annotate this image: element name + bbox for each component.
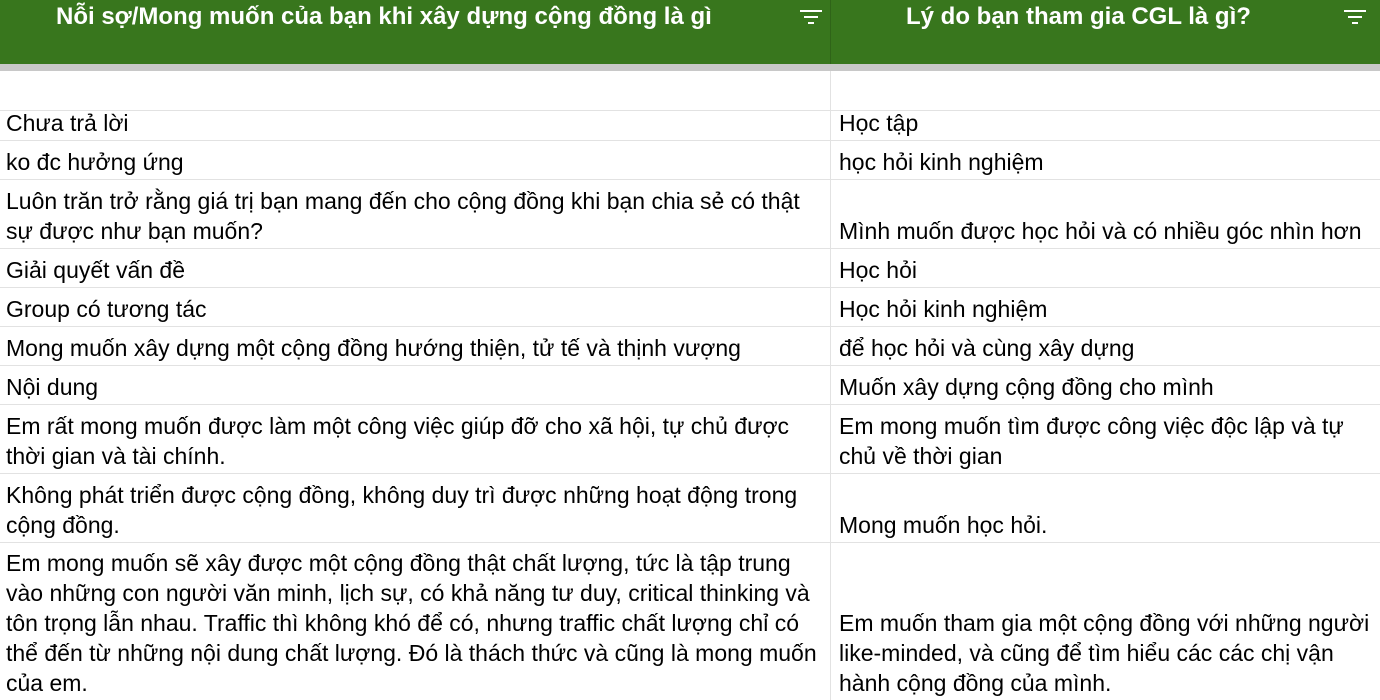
table-row bbox=[0, 288, 1380, 327]
table-row bbox=[0, 111, 1380, 141]
table-cell[interactable] bbox=[831, 180, 1380, 248]
cell-text: Em mong muốn sẽ xây được một cộng đồng thật chất lượng, tức là tập trung vào những con người văn minh, lịch sự, có khả năng tư duy, critical thinking và tôn trọng lẫn nhau. Traffic thì không khó để có, nhưng traffic chất lượng chỉ có thể đến từ những nội dung chất lượng. Đó là thách thức và cũng là mong muốn của em. bbox=[6, 550, 817, 696]
cell-text: Em rất mong muốn được làm một công việc giúp đỡ cho xã hội, tự chủ được thời gian và tài chính. bbox=[6, 413, 790, 469]
cell-text: Không phát triển được cộng đồng, không duy trì được những hoạt động trong cộng đồng. bbox=[6, 482, 798, 538]
cell-text: Group có tương tác bbox=[6, 296, 207, 322]
filter-icon[interactable] bbox=[800, 10, 822, 24]
cell-text: Học tập bbox=[839, 111, 919, 136]
table-row bbox=[0, 366, 1380, 405]
filter-icon[interactable] bbox=[1344, 10, 1366, 24]
table-cell[interactable] bbox=[0, 288, 831, 326]
table-row bbox=[0, 405, 1380, 474]
table-cell[interactable] bbox=[831, 327, 1380, 365]
table-cell[interactable] bbox=[0, 543, 831, 700]
table-cell[interactable] bbox=[831, 366, 1380, 404]
cell-text: Muốn xây dựng cộng đồng cho mình bbox=[839, 374, 1214, 400]
table-row bbox=[0, 249, 1380, 288]
cell-text: học hỏi kinh nghiệm bbox=[839, 149, 1044, 175]
cell-text: Em mong muốn tìm được công việc độc lập và tự chủ về thời gian bbox=[839, 413, 1344, 469]
table-row bbox=[0, 71, 1380, 111]
cell-text: Mong muốn xây dựng một cộng đồng hướng thiện, tử tế và thịnh vượng bbox=[6, 335, 741, 361]
cell-text: để học hỏi và cùng xây dựng bbox=[839, 335, 1135, 361]
table-cell[interactable] bbox=[0, 249, 831, 287]
table-cell[interactable] bbox=[831, 141, 1380, 179]
cell-text: Học hỏi bbox=[839, 257, 917, 283]
cell-text: Mong muốn học hỏi. bbox=[839, 512, 1048, 538]
table-cell[interactable] bbox=[0, 111, 831, 140]
cell-text: ko đc hưởng ứng bbox=[6, 149, 184, 175]
table-cell[interactable] bbox=[831, 249, 1380, 287]
table-row bbox=[0, 141, 1380, 180]
table-cell[interactable] bbox=[831, 543, 1380, 700]
cell-text: Chưa trả lời bbox=[6, 111, 129, 136]
table-cell[interactable] bbox=[831, 111, 1380, 140]
cell-text: Học hỏi kinh nghiệm bbox=[839, 296, 1048, 322]
cell-text: Luôn trăn trở rằng giá trị bạn mang đến cho cộng đồng khi bạn chia sẻ có thật sự được như bạn muốn? bbox=[6, 188, 800, 244]
cell-text: Em muốn tham gia một cộng đồng với những người like-minded, và cũng để tìm hiểu các các chị vận hành cộng đồng của mình. bbox=[839, 610, 1370, 696]
table-row bbox=[0, 327, 1380, 366]
cell-text: Mình muốn được học hỏi và có nhiều góc nhìn hơn bbox=[839, 218, 1362, 244]
cell-text: Giải quyết vấn đề bbox=[6, 257, 186, 283]
table-cell[interactable] bbox=[0, 405, 831, 473]
table-row bbox=[0, 543, 1380, 700]
table-cell[interactable] bbox=[831, 474, 1380, 542]
header-cell-fears[interactable] bbox=[0, 0, 831, 64]
table-cell[interactable] bbox=[831, 405, 1380, 473]
header-label: Nỗi sợ/Mong muốn của bạn khi xây dựng cộng đồng là gì bbox=[56, 3, 712, 30]
table-row bbox=[0, 180, 1380, 249]
header-row bbox=[0, 0, 1380, 64]
table-cell[interactable] bbox=[831, 288, 1380, 326]
table-cell[interactable] bbox=[0, 180, 831, 248]
table-cell[interactable] bbox=[0, 71, 831, 110]
frozen-row-divider[interactable] bbox=[0, 64, 1380, 71]
table-cell[interactable] bbox=[0, 366, 831, 404]
table-cell[interactable] bbox=[831, 71, 1380, 110]
table-body bbox=[0, 71, 1380, 700]
table-cell[interactable] bbox=[0, 327, 831, 365]
table-row bbox=[0, 474, 1380, 543]
header-cell-reasons[interactable] bbox=[831, 0, 1380, 64]
cell-text: Nội dung bbox=[6, 374, 99, 400]
table-cell[interactable] bbox=[0, 141, 831, 179]
header-label: Lý do bạn tham gia CGL là gì? bbox=[906, 3, 1251, 30]
table-cell[interactable] bbox=[0, 474, 831, 542]
